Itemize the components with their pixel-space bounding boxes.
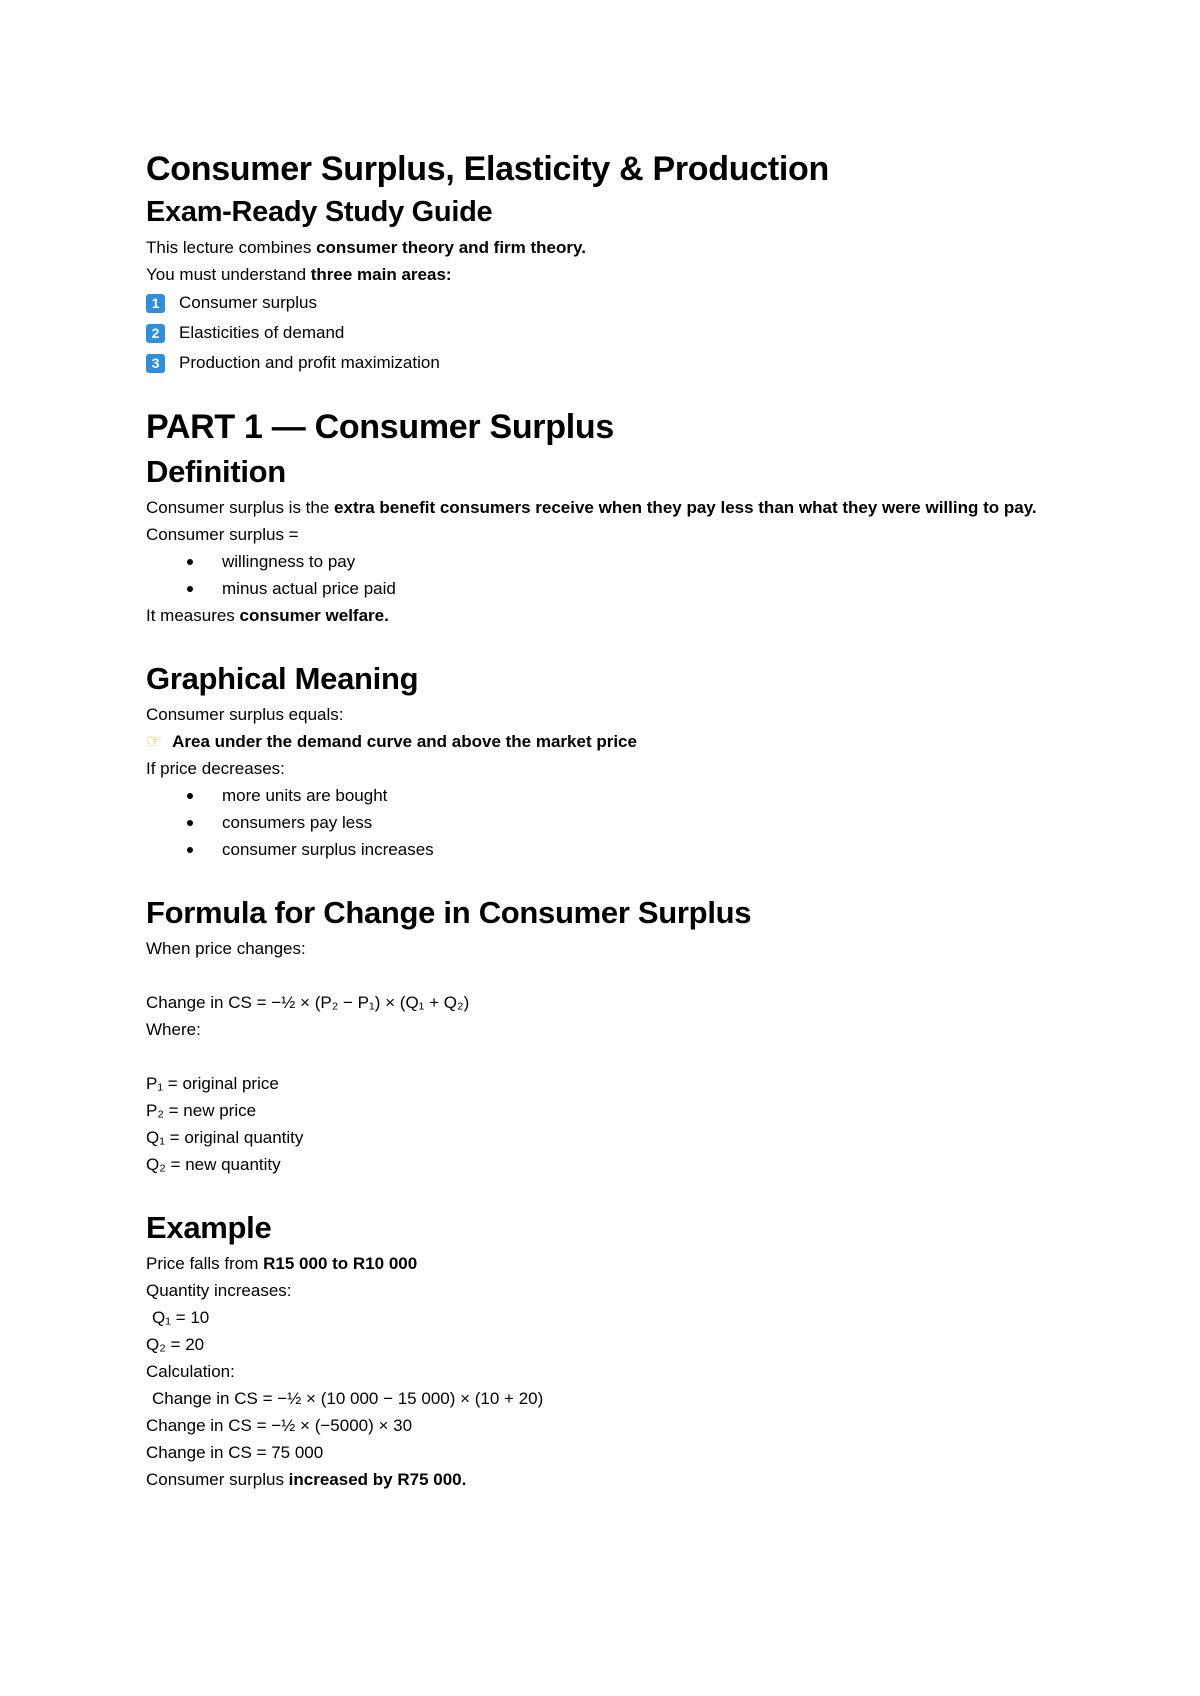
bullet-icon bbox=[187, 586, 193, 592]
document-page bbox=[146, 146, 1066, 1493]
list-item: consumers pay less bbox=[146, 809, 1066, 836]
example-line-2: Quantity increases: bbox=[146, 1281, 292, 1300]
formula-var: Q₁ = original quantity bbox=[146, 1128, 304, 1147]
document-subtitle: Exam-Ready Study Guide bbox=[146, 196, 493, 228]
graphical-highlight: ☞ Area under the demand curve and above the market price bbox=[146, 728, 1066, 755]
list-item: more units are bought bbox=[146, 782, 1066, 809]
keycap-3-icon: 3 bbox=[146, 354, 165, 373]
example-calc-step: Change in CS = −½ × (−5000) × 30 bbox=[146, 1416, 413, 1435]
bullet-icon bbox=[187, 793, 193, 799]
definition-bullets bbox=[146, 548, 1066, 602]
list-item: minus actual price paid bbox=[146, 575, 1066, 602]
document-title: Consumer Surplus, Elasticity & Production bbox=[146, 150, 829, 188]
keycap-1-icon: 1 bbox=[146, 294, 165, 313]
graphical-bullets bbox=[146, 782, 1066, 863]
list-item: 2 Elasticities of demand bbox=[146, 318, 1066, 348]
example-line-1: Price falls from R15 000 to R10 000 bbox=[146, 1254, 418, 1273]
list-item: willingness to pay bbox=[146, 548, 1066, 575]
formula-var: Q₂ = new quantity bbox=[146, 1155, 281, 1174]
list-item: 3 Production and profit maximization bbox=[146, 348, 1066, 378]
formula-var: P₂ = new price bbox=[146, 1101, 257, 1120]
intro-line-1: This lecture combines consumer theory and firm theory. bbox=[146, 238, 586, 257]
bullet-icon bbox=[187, 559, 193, 565]
example-heading: Example bbox=[146, 1210, 272, 1245]
formula-line-1: When price changes: bbox=[146, 939, 306, 958]
list-item: 1 Consumer surplus bbox=[146, 288, 1066, 318]
part1-heading: PART 1 — Consumer Surplus bbox=[146, 408, 614, 446]
formula-where: Where: bbox=[146, 1020, 201, 1039]
definition-formula-label: Consumer surplus = bbox=[146, 525, 299, 544]
graphical-line-2: If price decreases: bbox=[146, 759, 285, 778]
definition-heading: Definition bbox=[146, 454, 286, 489]
areas-list bbox=[146, 288, 1066, 378]
example-calc-label: Calculation: bbox=[146, 1362, 235, 1381]
graphical-line-1: Consumer surplus equals: bbox=[146, 705, 344, 724]
example-calc-step: Change in CS = 75 000 bbox=[146, 1443, 324, 1462]
example-q2: Q₂ = 20 bbox=[146, 1335, 205, 1354]
formula-heading: Formula for Change in Consumer Surplus bbox=[146, 895, 752, 930]
example-q1: Q₁ = 10 bbox=[152, 1308, 210, 1327]
formula-equation: Change in CS = −½ × (P₂ − P₁) × (Q₁ + Q₂) bbox=[146, 993, 470, 1012]
keycap-2-icon: 2 bbox=[146, 324, 165, 343]
example-result: Consumer surplus increased by R75 000. bbox=[146, 1470, 467, 1489]
definition-text: Consumer surplus is the extra benefit consumers receive when they pay less than what they were willing to pay. bbox=[146, 498, 1037, 517]
definition-measure: It measures consumer welfare. bbox=[146, 606, 389, 625]
graphical-heading: Graphical Meaning bbox=[146, 661, 419, 696]
example-calc-step: Change in CS = −½ × (10 000 − 15 000) × (10 + 20) bbox=[152, 1389, 544, 1408]
pointing-hand-icon: ☞ bbox=[146, 731, 163, 751]
list-item: consumer surplus increases bbox=[146, 836, 1066, 863]
formula-var: P₁ = original price bbox=[146, 1074, 279, 1093]
bullet-icon bbox=[187, 847, 193, 853]
intro-line-2: You must understand three main areas: bbox=[146, 265, 452, 284]
bullet-icon bbox=[187, 820, 193, 826]
